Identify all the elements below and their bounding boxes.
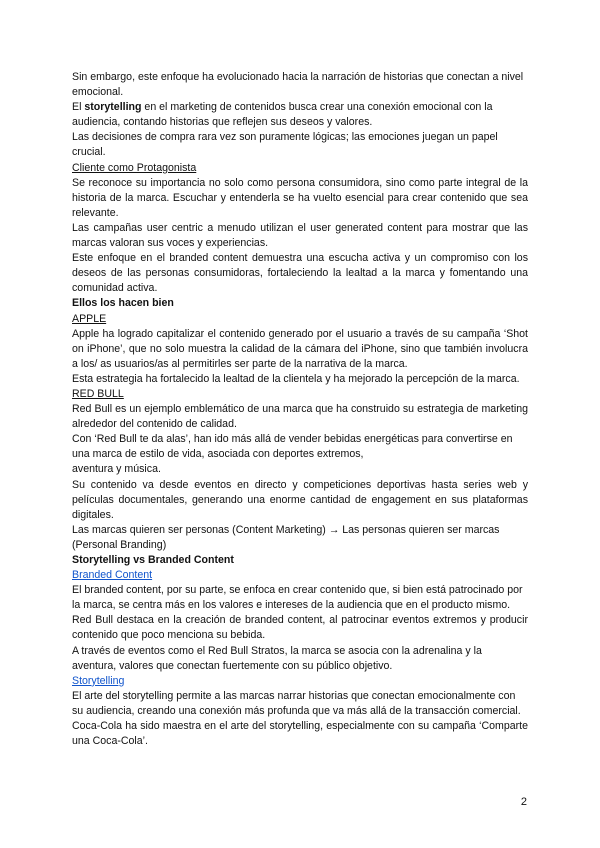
paragraph: El branded content, por su parte, se enfoca en crear contenido que, si bien está patrocinado por la marca, se centra más en los valores e intereses de la audiencia que en el producto mismo. bbox=[72, 584, 523, 612]
paragraph: Coca-Cola ha sido maestra en el arte del storytelling, especialmente con su campaña ‘Comparte una Coca-Cola’. bbox=[72, 720, 528, 748]
paragraph: Con ‘Red Bull te da alas’, han ido más allá de vender bebidas energéticas para convertirse en una marca de estilo de vida, asociada con deportes extremos, bbox=[72, 433, 513, 461]
subheading-red-bull: RED BULL bbox=[72, 387, 124, 400]
paragraph: El arte del storytelling permite a las marcas narrar historias que conectan emocionalmente con su audiencia, creando una conexión más profunda que va más allá de la transacción comercial. bbox=[72, 689, 521, 717]
paragraph: Se reconoce su importancia no solo como persona consumidora, sino como parte integral de la historia de la marca. Escuchar y entenderla se ha vuelto esencial para crear contenido que sea relevante. bbox=[72, 176, 528, 219]
link-storytelling[interactable]: Storytelling bbox=[72, 674, 125, 687]
paragraph: Apple ha logrado capitalizar el contenido generado por el usuario a través de su campaña ‘Shot on iPhone’, que no solo muestra la calidad de la cámara del iPhone, sino que también involucra a los/ as usuarios/as al permitirles ser parte de la narrativa de la marca. bbox=[72, 327, 528, 370]
paragraph-text: en el marketing de contenidos busca crear una conexión emocional con la audiencia, contando historias que reflejen sus deseos y valores. bbox=[72, 101, 493, 129]
page-number: 2 bbox=[520, 796, 527, 808]
bold-term: storytelling bbox=[84, 101, 142, 114]
section-heading-storytelling-vs: Storytelling vs Branded Content bbox=[72, 554, 234, 566]
subheading-apple: APPLE bbox=[72, 312, 107, 325]
document-body bbox=[72, 70, 528, 749]
paragraph: Las marcas quieren ser personas (Content Marketing) → Las personas quieren ser marcas (Personal Branding) bbox=[72, 523, 500, 551]
paragraph: A través de eventos como el Red Bull Stratos, la marca se asocia con la adrenalina y la aventura, valores que conectan fuertemente con su público objetivo. bbox=[72, 644, 482, 672]
paragraph: Las campañas user centric a menudo utilizan el user generated content para mostrar que las marcas valoran sus voces y experiencias. bbox=[72, 221, 528, 250]
paragraph: Red Bull destaca en la creación de branded content, al patrocinar eventos extremos y producir contenido que poco menciona su bebida. bbox=[72, 614, 528, 642]
link-branded-content[interactable]: Branded Content bbox=[72, 569, 153, 582]
paragraph bbox=[72, 100, 528, 130]
paragraph: Red Bull es un ejemplo emblemático de una marca que ha construido su estrategia de marketing alrededor del contenido de calidad. bbox=[72, 403, 528, 431]
section-heading-cliente: Cliente como Protagonista bbox=[72, 161, 197, 174]
paragraph: Este enfoque en el branded content demuestra una escucha activa y un compromiso con los deseos de las personas consumidoras, fortaleciendo la lealtad a la marca y fomentando una comunidad activa. bbox=[72, 252, 528, 295]
paragraph: Su contenido va desde eventos en directo y competiciones deportivas hasta series web y películas documentales, generando una enorme cantidad de engagement en sus plataformas digitales. bbox=[72, 478, 528, 521]
paragraph-text: El bbox=[72, 101, 85, 114]
section-heading-ellos: Ellos los hacen bien bbox=[72, 297, 174, 310]
paragraph: aventura y música. bbox=[72, 463, 161, 476]
paragraph: Sin embargo, este enfoque ha evolucionado hacia la narración de historias que conectan a nivel emocional. bbox=[72, 71, 524, 99]
paragraph: Esta estrategia ha fortalecido la lealtad de la clientela y ha mejorado la percepción de la marca. bbox=[72, 372, 520, 385]
paragraph: Las decisiones de compra rara vez son puramente lógicas; las emociones juegan un papel crucial. bbox=[72, 131, 498, 159]
